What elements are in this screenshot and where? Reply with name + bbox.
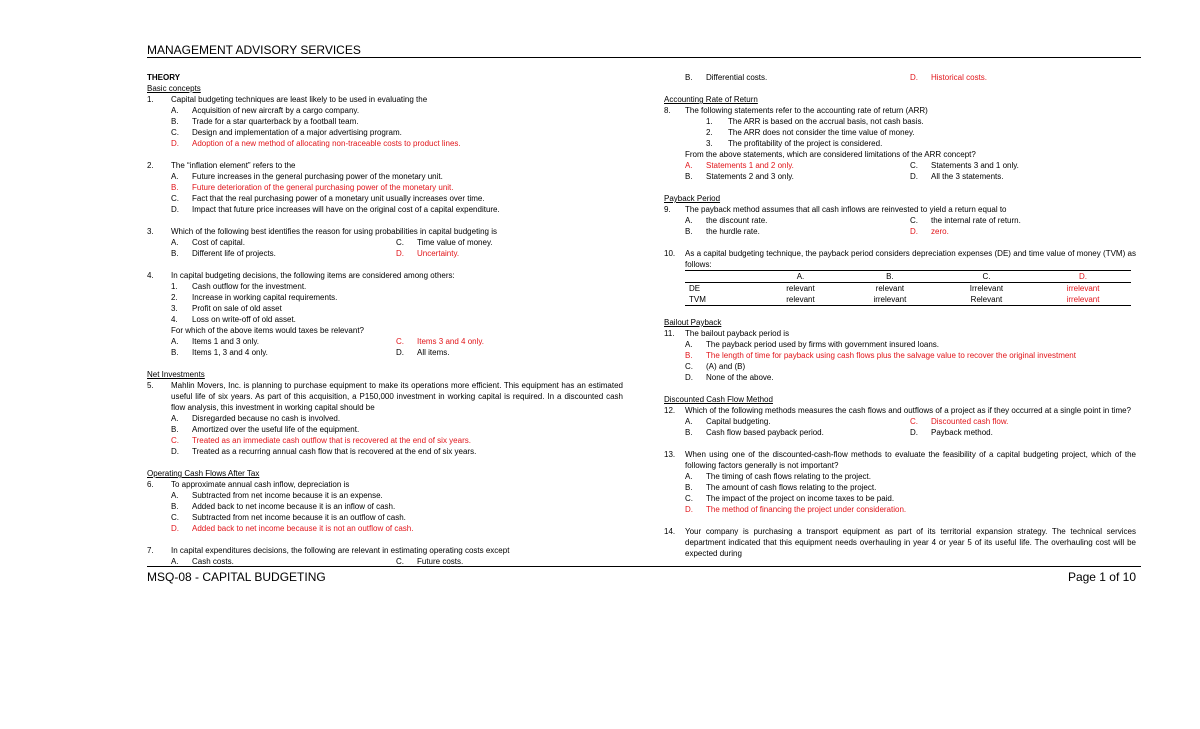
table-cell: DE (689, 284, 701, 293)
option-answer (147, 182, 623, 193)
option-text: Future increases in the general purchasing power of the monetary unit. (192, 172, 443, 181)
option-text: Acquisition of new aircraft by a cargo company. (192, 106, 360, 115)
table-header-cell: A. (759, 271, 842, 283)
option-letter: A. (685, 417, 693, 426)
question-1 (147, 94, 623, 105)
item-text: Increase in working capital requirements. (192, 293, 338, 302)
option-letter: B. (685, 227, 693, 236)
question-11 (664, 328, 1136, 339)
option (664, 471, 1136, 482)
option (147, 424, 623, 435)
option-letter: B. (171, 249, 179, 258)
option-text: zero. (931, 227, 949, 236)
option (147, 204, 623, 215)
table-header-cell: B. (842, 271, 938, 283)
question-13 (664, 449, 1136, 471)
item-number: 3. (706, 139, 713, 148)
question-prompt (147, 325, 623, 336)
option (147, 171, 623, 182)
question-text: Mahlin Movers, Inc. is planning to purchase equipment to make its operations more efficient. This equipment has an estimated useful life of six years. As part of this acquisition, a P150,000 investment in working capital is required. In a discounted cash flow analysis, this investment in working capital should be (171, 381, 623, 412)
option-letter: C. (396, 557, 404, 566)
question-text: Which of the following best identifies the reason for using probabilities in capital budgeting is (171, 227, 497, 236)
option-letter: C. (910, 161, 918, 170)
option (664, 372, 1136, 383)
option-text: All items. (417, 348, 450, 357)
option-letter: A. (171, 557, 179, 566)
option-letter: A. (685, 472, 693, 481)
option-letter: C. (396, 337, 404, 346)
table-row (685, 283, 1131, 295)
prompt-text: From the above statements, which are considered limitations of the ARR concept? (685, 150, 976, 159)
option-letter: D. (171, 447, 179, 456)
option-letter: A. (171, 337, 179, 346)
option-letter: D. (171, 524, 179, 533)
option-text: Impact that future price increases will have on the original cost of a capital expenditure. (192, 205, 500, 214)
option-text: The length of time for payback using cash flows plus the salvage value to recover the original investment (706, 351, 1076, 360)
footer-rule (147, 566, 1141, 567)
question-text: The following statements refer to the accounting rate of return (ARR) (685, 106, 928, 115)
question-number: 5. (147, 381, 154, 390)
option-letter: A. (171, 172, 179, 181)
option (147, 501, 623, 512)
option (147, 105, 623, 116)
item-text: Loss on write-off of old asset. (192, 315, 296, 324)
question-text: In capital budgeting decisions, the following items are considered among others: (171, 271, 455, 280)
option-text: None of the above. (706, 373, 774, 382)
question-8 (664, 105, 1136, 116)
option-text: Amortized over the useful life of the equipment. (192, 425, 360, 434)
option-text: The method of financing the project under consideration. (706, 505, 907, 514)
table-row (685, 294, 1131, 306)
option (664, 361, 1136, 372)
section-operating-cash-flows: Operating Cash Flows After Tax (147, 469, 260, 478)
question-3 (147, 226, 623, 237)
item-number: 1. (706, 117, 713, 126)
option-text: Treated as a recurring annual cash flow that is recovered at the end of six years. (192, 447, 477, 456)
list-item (664, 138, 1136, 149)
option (147, 446, 623, 457)
option-letter: C. (685, 362, 693, 371)
section-payback-period: Payback Period (664, 194, 721, 203)
option-text: Different life of projects. (192, 249, 276, 258)
question-text: In capital expenditures decisions, the following are relevant in estimating operating costs except (171, 546, 510, 555)
option-letter: A. (685, 340, 693, 349)
question-prompt (664, 149, 1136, 160)
option-letter: B. (685, 73, 693, 82)
option-text: Differential costs. (706, 73, 768, 82)
question-number: 4. (147, 271, 154, 280)
item-number: 2. (706, 128, 713, 137)
option-text: Historical costs. (931, 73, 988, 82)
question-text: Which of the following methods measures the cash flows and outflows of a project as if they occurred at a single point in time? (685, 406, 1132, 415)
left-column (147, 72, 623, 567)
question-7 (147, 545, 623, 556)
option-letter: D. (396, 249, 404, 258)
question-number: 8. (664, 106, 671, 115)
list-item (147, 303, 623, 314)
option-row (147, 248, 623, 259)
option-letter: D. (910, 428, 918, 437)
option-text: Added back to net income because it is an inflow of cash. (192, 502, 396, 511)
option-letter: A. (171, 238, 179, 247)
question-number: 14. (664, 527, 676, 536)
option-text: Time value of money. (417, 238, 493, 247)
item-text: Cash outflow for the investment. (192, 282, 307, 291)
option-letter: B. (685, 483, 693, 492)
question-number: 12. (664, 406, 676, 415)
table-cell: relevant (786, 284, 815, 293)
option-letter: D. (685, 505, 693, 514)
question-2 (147, 160, 623, 171)
option-text: the internal rate of return. (931, 216, 1021, 225)
question-number: 11. (664, 329, 675, 338)
option-letter: B. (685, 428, 693, 437)
option (147, 193, 623, 204)
question-number: 1. (147, 95, 154, 104)
option (147, 127, 623, 138)
option-text: Added back to net income because it is not an outflow of cash. (192, 524, 414, 533)
right-column (664, 72, 1136, 559)
list-item (147, 314, 623, 325)
table-header-cell: D. (1035, 271, 1131, 283)
option-row (664, 171, 1136, 182)
option-answer (664, 504, 1136, 515)
option-letter: A. (171, 414, 179, 423)
option-letter: D. (171, 205, 179, 214)
question-4 (147, 270, 623, 281)
option-text: Trade for a star quarterback by a football team. (192, 117, 359, 126)
option-text: Payback method. (931, 428, 993, 437)
item-text: Profit on sale of old asset (192, 304, 282, 313)
option-row (664, 160, 1136, 171)
section-basic-concepts: Basic concepts (147, 84, 201, 93)
item-number: 1. (171, 282, 178, 291)
option-text: The payback period used by firms with government insured loans. (706, 340, 940, 349)
option-letter: B. (171, 183, 179, 192)
page-header: MANAGEMENT ADVISORY SERVICES (147, 43, 361, 57)
option-row (664, 427, 1136, 438)
section-accounting-rate-of-return: Accounting Rate of Return (664, 95, 758, 104)
option-text: Subtracted from net income because it is an expense. (192, 491, 383, 500)
option-text: Subtracted from net income because it is an outflow of cash. (192, 513, 406, 522)
option-letter: D. (910, 172, 918, 181)
option-row (147, 336, 623, 347)
list-item (664, 127, 1136, 138)
option-row (147, 237, 623, 248)
question-9 (664, 204, 1136, 215)
answer-table (685, 270, 1131, 306)
option-row (664, 72, 1136, 83)
question-12 (664, 405, 1136, 416)
item-number: 3. (171, 304, 178, 313)
question-text: When using one of the discounted-cash-flow methods to evaluate the feasibility of a capital budgeting project, which of the following factors generally is not important? (685, 450, 1136, 470)
option (147, 413, 623, 424)
option-text: Uncertainty. (417, 249, 460, 258)
question-text: The bailout payback period is (685, 329, 790, 338)
table-cell: Relevant (938, 294, 1035, 306)
table-header-row (685, 271, 1131, 283)
section-discounted-cash-flow: Discounted Cash Flow Method (664, 395, 773, 404)
footer-title: MSQ-08 - CAPITAL BUDGETING (147, 570, 326, 584)
option-row (147, 347, 623, 358)
option-row (664, 226, 1136, 237)
option-letter: D. (171, 139, 179, 148)
option-text: Items 3 and 4 only. (417, 337, 484, 346)
option-letter: C. (396, 238, 404, 247)
option-letter: B. (171, 502, 179, 511)
option-row (664, 416, 1136, 427)
item-text: The ARR does not consider the time value of money. (728, 128, 915, 137)
table-header-cell (685, 271, 759, 283)
question-number: 10. (664, 249, 676, 258)
option-text: Design and implementation of a major advertising program. (192, 128, 402, 137)
option-text: Statements 3 and 1 only. (931, 161, 1019, 170)
question-text: The payback method assumes that all cash inflows are reinvested to yield a return equal to (685, 205, 1007, 214)
table-cell: irrelevant (1066, 284, 1100, 293)
option-text: Cost of capital. (192, 238, 245, 247)
question-number: 2. (147, 161, 154, 170)
list-item (147, 292, 623, 303)
question-text: The “inflation element” refers to the (171, 161, 296, 170)
option-text: the hurdle rate. (706, 227, 760, 236)
option-text: Statements 1 and 2 only. (706, 161, 794, 170)
option-letter: B. (171, 117, 179, 126)
item-text: The profitability of the project is considered. (728, 139, 883, 148)
option-answer (147, 435, 623, 446)
option (147, 512, 623, 523)
question-number: 7. (147, 546, 154, 555)
question-text: To approximate annual cash inflow, depreciation is (171, 480, 350, 489)
option-text: Cash flow based payback period. (706, 428, 824, 437)
option-letter: C. (171, 513, 179, 522)
option-letter: A. (685, 161, 693, 170)
option-text: Treated as an immediate cash outflow that is recovered at the end of six years. (192, 436, 471, 445)
option-letter: D. (910, 73, 918, 82)
option (664, 482, 1136, 493)
option-text: Discounted cash flow. (931, 417, 1009, 426)
option-text: The timing of cash flows relating to the project. (706, 472, 871, 481)
option-letter: D. (910, 227, 918, 236)
option-letter: C. (171, 436, 179, 445)
option-letter: A. (171, 491, 179, 500)
option-text: All the 3 statements. (931, 172, 1004, 181)
question-10 (664, 248, 1136, 270)
option-text: Future deterioration of the general purchasing power of the monetary unit. (192, 183, 454, 192)
option (664, 339, 1136, 350)
list-item (664, 116, 1136, 127)
table-cell: relevant (875, 284, 905, 293)
option-letter: C. (910, 417, 918, 426)
option-letter: C. (171, 128, 179, 137)
option-text: the discount rate. (706, 216, 768, 225)
question-6 (147, 479, 623, 490)
item-text: The ARR is based on the accrual basis, not cash basis. (728, 117, 924, 126)
question-number: 9. (664, 205, 671, 214)
option-letter: D. (685, 373, 693, 382)
option-letter: B. (171, 425, 179, 434)
table-header-cell: C. (938, 271, 1035, 283)
option-letter: A. (171, 106, 179, 115)
option-answer (664, 350, 1136, 361)
question-text: As a capital budgeting technique, the payback period considers depreciation expenses (DE) and time value of money (TVM) as follows: (685, 249, 1136, 269)
option-letter: C. (685, 494, 693, 503)
option-text: The amount of cash flows relating to the project. (706, 483, 877, 492)
option (664, 493, 1136, 504)
table-cell: relevant (759, 294, 842, 306)
option (147, 116, 623, 127)
option-text: Statements 2 and 3 only. (706, 172, 794, 181)
section-theory: THEORY (147, 73, 181, 82)
item-number: 2. (171, 293, 178, 302)
option-answer (147, 138, 623, 149)
option-text: Fact that the real purchasing power of a monetary unit usually increases over time. (192, 194, 485, 203)
question-number: 3. (147, 227, 154, 236)
item-number: 4. (171, 315, 178, 324)
option-text: The impact of the project on income taxes to be paid. (706, 494, 895, 503)
question-14 (664, 526, 1136, 559)
question-text: Capital budgeting techniques are least likely to be used in evaluating the (171, 95, 428, 104)
option-letter: D. (396, 348, 404, 357)
option-text: (A) and (B) (706, 362, 746, 371)
option-letter: C. (171, 194, 179, 203)
option-text: Capital budgeting. (706, 417, 771, 426)
question-5 (147, 380, 623, 413)
question-number: 6. (147, 480, 154, 489)
prompt-text: For which of the above items would taxes be relevant? (171, 326, 364, 335)
option-letter: B. (685, 351, 693, 360)
table-cell: irrelevant (1035, 294, 1131, 306)
table-cell: TVM (685, 294, 759, 306)
option-answer (147, 523, 623, 534)
page-number: Page 1 of 10 (1067, 570, 1136, 584)
section-bailout-payback: Bailout Payback (664, 318, 722, 327)
option-text: Items 1, 3 and 4 only. (192, 348, 268, 357)
question-number: 13. (664, 450, 676, 459)
option-text: Cash costs. (192, 557, 234, 566)
option-text: Disregarded because no cash is involved. (192, 414, 341, 423)
header-rule (147, 57, 1141, 58)
option-letter: A. (685, 216, 693, 225)
option-letter: C. (910, 216, 918, 225)
section-net-investments: Net Investments (147, 370, 205, 379)
option-text: Future costs. (417, 557, 464, 566)
option-text: Adoption of a new method of allocating non-traceable costs to product lines. (192, 139, 461, 148)
table-cell: irrelevant (842, 294, 938, 306)
option-row (664, 215, 1136, 226)
option-letter: B. (171, 348, 179, 357)
option (147, 490, 623, 501)
option-letter: B. (685, 172, 693, 181)
table-cell: Irrelevant (969, 284, 1004, 293)
list-item (147, 281, 623, 292)
question-text: Your company is purchasing a transport equipment as part of its territorial expansion strategy. The technical services department indicated that this equipment needs overhauling in year 4 or year 5 of its useful life. The overhauling cost will be expected during (685, 527, 1136, 558)
option-text: Items 1 and 3 only. (192, 337, 259, 346)
